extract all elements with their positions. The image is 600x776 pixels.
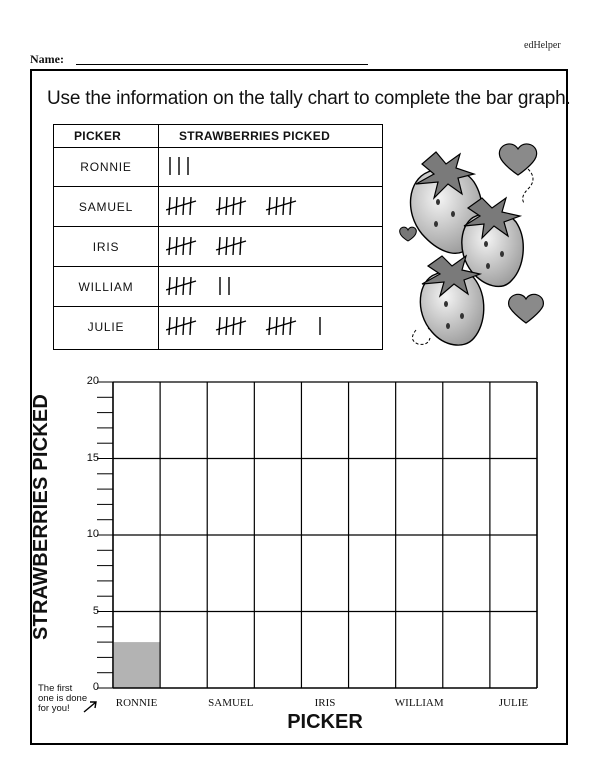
strawberry-illustration	[398, 124, 548, 354]
picker-name: IRIS	[92, 240, 120, 254]
x-tick-label: RONNIE	[115, 697, 158, 709]
tally-group-of-five	[166, 277, 196, 295]
picker-name: RONNIE	[80, 160, 132, 174]
tally-group-of-five	[166, 317, 196, 335]
tally-group-of-five	[216, 237, 246, 255]
brand-label: edHelper	[524, 40, 561, 51]
tally-group-of-five	[166, 237, 196, 255]
heart-icon	[509, 294, 544, 323]
tally-group-of-five	[266, 197, 296, 215]
tally-marks	[166, 233, 366, 259]
tally-group-of-five	[216, 197, 246, 215]
tally-row	[54, 227, 382, 267]
tally-table	[53, 124, 383, 350]
x-tick-label: JULIE	[498, 697, 529, 709]
heart-icon	[400, 227, 417, 241]
tally-row	[54, 147, 382, 187]
name-label: Name:	[30, 52, 64, 66]
tally-header-row	[54, 125, 382, 148]
tally-marks	[166, 153, 366, 179]
y-tick-label: 15	[86, 451, 99, 464]
tally-row	[54, 307, 382, 347]
y-tick-label: 10	[86, 528, 99, 540]
x-axis-label: PICKER	[287, 711, 363, 733]
y-tick-label: 20	[86, 375, 99, 387]
header-picker: PICKER	[74, 129, 122, 143]
name-line[interactable]	[76, 64, 368, 65]
y-axis-label: STRAWBERRIES PICKED	[30, 393, 52, 640]
tally-marks	[166, 313, 366, 339]
tally-row	[54, 267, 382, 307]
picker-name: WILLIAM	[78, 280, 134, 294]
tally-group-of-five	[266, 317, 296, 335]
tally-group-of-five	[216, 317, 246, 335]
picker-name: JULIE	[87, 320, 125, 334]
y-tick-label: 0	[92, 681, 99, 693]
instruction-text: Use the information on the tally chart to complete the bar graph.	[47, 88, 571, 109]
x-tick-label: IRIS	[314, 697, 336, 709]
x-tick-label: WILLIAM	[394, 697, 444, 709]
tally-row	[54, 187, 382, 227]
picker-name: SAMUEL	[78, 200, 134, 214]
tally-marks	[166, 193, 366, 219]
y-tick-label: 5	[92, 604, 99, 617]
heart-icon	[499, 144, 536, 175]
tally-group-of-five	[166, 197, 196, 215]
tally-marks	[166, 273, 366, 299]
example-note: The first one is done for you!	[38, 683, 88, 714]
x-tick-label: SAMUEL	[208, 697, 254, 709]
header-strawberries-picked: STRAWBERRIES PICKED	[179, 129, 331, 143]
